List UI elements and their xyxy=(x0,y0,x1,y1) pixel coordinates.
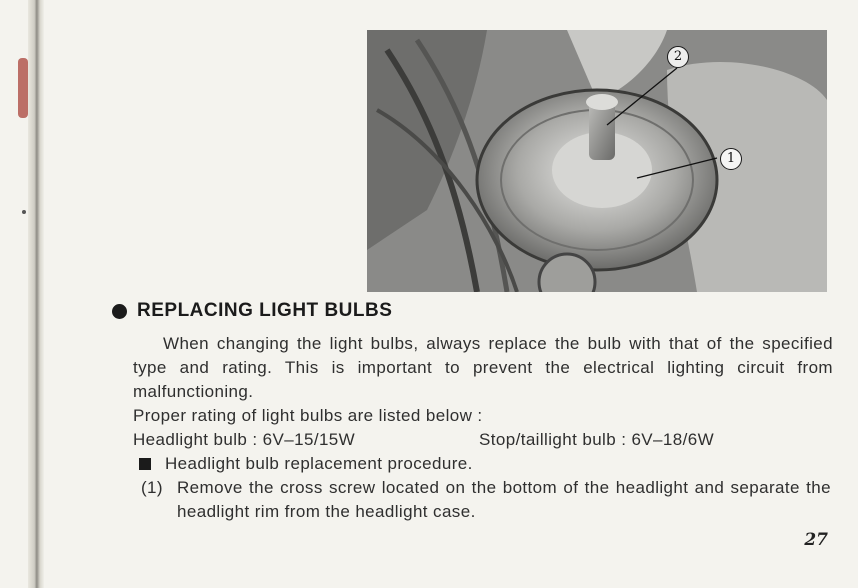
page-number: 27 xyxy=(804,530,828,550)
body-text xyxy=(133,332,833,524)
square-bullet xyxy=(139,458,151,470)
procedure-heading xyxy=(139,452,833,476)
section-heading xyxy=(112,300,392,322)
step-text: Remove the cross screw located on the bottom of the headlight and separate the headlight rim from the headlight case. xyxy=(177,478,831,521)
headlight-bulb-rating: Headlight bulb : 6V–15/15W xyxy=(133,430,356,449)
step-number: (1) xyxy=(141,478,163,497)
procedure-step xyxy=(141,476,833,524)
bulb-ratings-row xyxy=(133,428,833,452)
callout-2: 2 xyxy=(667,46,689,68)
heading-bullet xyxy=(112,304,127,319)
book-binding xyxy=(28,0,44,588)
callout-1: 1 xyxy=(720,148,742,170)
heading-text: REPLACING LIGHT BULBS xyxy=(137,300,393,321)
procedure-title: Headlight bulb replacement procedure. xyxy=(165,454,473,473)
intro-paragraph-text: When changing the light bulbs, always replace the bulb with that of the specified type and rating. This is important to prevent the electrical lighting circuit from malfunctioning. xyxy=(133,334,833,401)
binding-mark xyxy=(18,58,28,118)
stop-taillight-bulb-rating: Stop/taillight bulb : 6V–18/6W xyxy=(479,430,715,449)
binding-dot xyxy=(22,210,26,214)
ratings-intro: Proper rating of light bulbs are listed below : xyxy=(133,406,483,425)
intro-paragraph xyxy=(133,332,833,404)
headlight-photo xyxy=(367,30,827,292)
headlight-photo-drawing xyxy=(367,30,827,292)
